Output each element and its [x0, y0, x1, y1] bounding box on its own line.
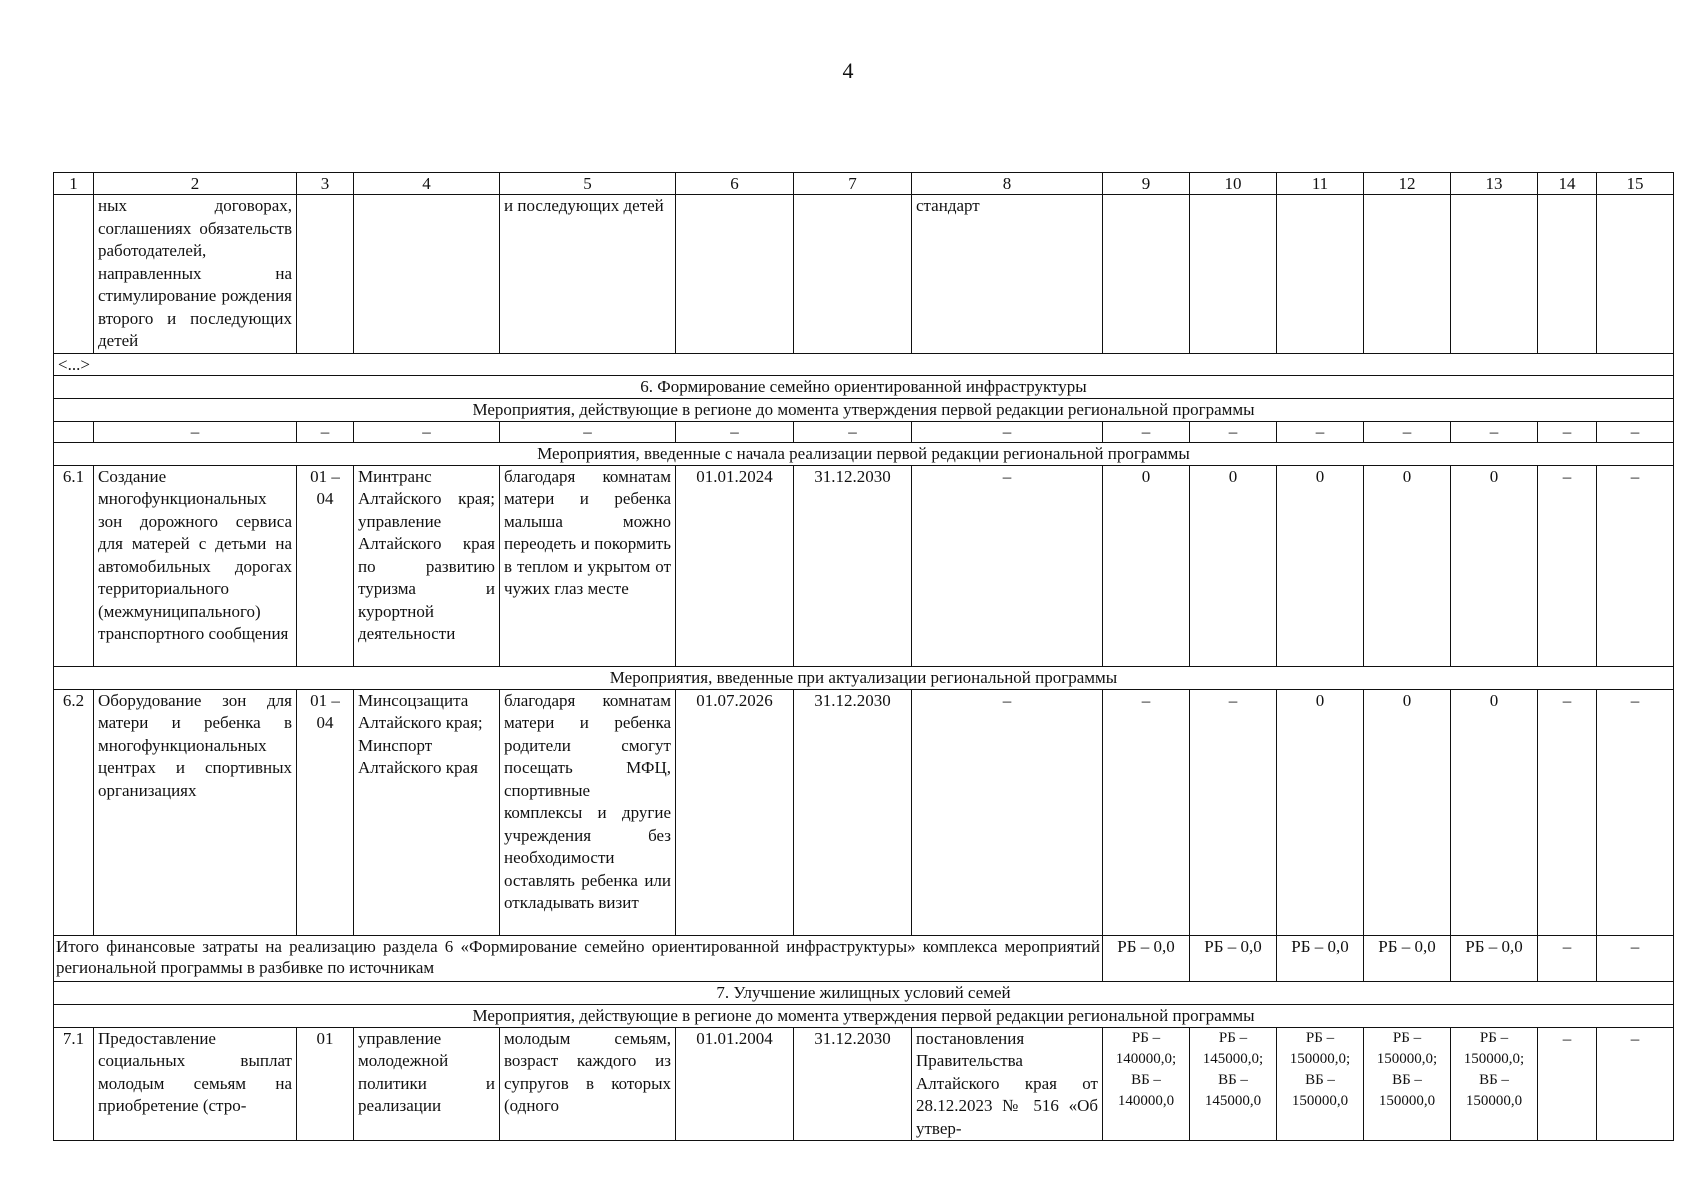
column-header: 12 — [1364, 173, 1451, 195]
cell-value: 0 — [1364, 465, 1451, 666]
cell-end: 31.12.2030 — [794, 1027, 912, 1141]
cell-start — [676, 195, 794, 354]
cell-measure-name: Создание многофункциональных зон дорожного сервиса для матерей с детьми на автомобильных дорогах территориального (межмуниципального) транспортного сообщения — [94, 465, 297, 666]
cell-start: 01.01.2004 — [676, 1027, 794, 1141]
measure-row-6-2 — [54, 689, 1674, 935]
measure-row-6-1 — [54, 465, 1674, 666]
total-row — [54, 935, 1674, 981]
cell-code: 01 — [297, 1027, 354, 1141]
section-7-title-row — [54, 981, 1674, 1004]
cell-measure-name: Оборудование зон для матери и ребенка в многофункциональных центрах и спортивных организациях — [94, 689, 297, 935]
cell-document: – — [912, 689, 1103, 935]
cell-value — [1103, 195, 1190, 354]
subsection-title: Мероприятия, действующие в регионе до момента утверждения первой редакции региональной программы — [54, 398, 1674, 421]
cell-value — [1277, 195, 1364, 354]
cell-dash: – — [794, 421, 912, 442]
cell-value: 0 — [1103, 465, 1190, 666]
cell-value: 0 — [1277, 465, 1364, 666]
cell-document: – — [912, 465, 1103, 666]
cell-value: РБ – 140000,0; ВБ – 140000,0 — [1103, 1027, 1190, 1141]
subsection-title: Мероприятия, действующие в регионе до момента утверждения первой редакции региональной программы — [54, 1004, 1674, 1027]
column-header: 11 — [1277, 173, 1364, 195]
cell-code — [297, 195, 354, 354]
cell-value: РБ – 0,0 — [1277, 935, 1364, 981]
cell-value: РБ – 0,0 — [1190, 935, 1277, 981]
cell-document: постановления Правительства Алтайского края от 28.12.2023 № 516 «Об утвер- — [912, 1027, 1103, 1141]
column-number-row — [54, 173, 1674, 195]
cell-dash: – — [354, 421, 500, 442]
cell-value: – — [1597, 465, 1674, 666]
cell-dash: – — [912, 421, 1103, 442]
cell-start: 01.01.2024 — [676, 465, 794, 666]
cell-executor: управление молодежной политики и реализации — [354, 1027, 500, 1141]
column-header: 9 — [1103, 173, 1190, 195]
cell-dash: – — [1451, 421, 1538, 442]
cell-value: – — [1538, 689, 1597, 935]
column-header: 10 — [1190, 173, 1277, 195]
subsection-title: Мероприятия, введенные с начала реализации первой редакции региональной программы — [54, 442, 1674, 465]
cell-value: 0 — [1364, 689, 1451, 935]
cell-dash: – — [1103, 421, 1190, 442]
section-6-update-row — [54, 666, 1674, 689]
cell-value: – — [1597, 935, 1674, 981]
cell-value: РБ – 150000,0; ВБ – 150000,0 — [1451, 1027, 1538, 1141]
section-title: 6. Формирование семейно ориентированной инфраструктуры — [54, 375, 1674, 398]
cell-dash: – — [1277, 421, 1364, 442]
cell-value: – — [1538, 465, 1597, 666]
cell-empty — [54, 421, 94, 442]
column-header: 4 — [354, 173, 500, 195]
column-header: 1 — [54, 173, 94, 195]
cell-value: – — [1538, 935, 1597, 981]
measure-row-7-1 — [54, 1027, 1674, 1141]
cell-document: стандарт — [912, 195, 1103, 354]
cell-dash: – — [1190, 421, 1277, 442]
cell-dash: – — [1364, 421, 1451, 442]
column-header: 3 — [297, 173, 354, 195]
subsection-title: Мероприятия, введенные при актуализации региональной программы — [54, 666, 1674, 689]
cell-number: 6.1 — [54, 465, 94, 666]
cell-value — [1451, 195, 1538, 354]
program-table — [53, 172, 1674, 1141]
cell-dash: – — [676, 421, 794, 442]
cell-value: – — [1190, 689, 1277, 935]
section-6-existing-row — [54, 398, 1674, 421]
cell-end: 31.12.2030 — [794, 689, 912, 935]
cell-measure-name: Предоставление социальных выплат молодым семьям на приобретение (стро- — [94, 1027, 297, 1141]
cell-value: РБ – 0,0 — [1103, 935, 1190, 981]
cell-executor — [354, 195, 500, 354]
cell-dash: – — [297, 421, 354, 442]
cell-value: – — [1597, 1027, 1674, 1141]
cell-dash: – — [500, 421, 676, 442]
cell-dash: – — [94, 421, 297, 442]
column-header: 15 — [1597, 173, 1674, 195]
cell-value — [1538, 195, 1597, 354]
column-header: 14 — [1538, 173, 1597, 195]
cell-dash: – — [1597, 421, 1674, 442]
continuation-row — [54, 195, 1674, 354]
cell-result: молодым семьям, возраст каждого из супругов в которых (одного — [500, 1027, 676, 1141]
cell-value: 0 — [1190, 465, 1277, 666]
cell-value: 0 — [1451, 689, 1538, 935]
cell-value: – — [1597, 689, 1674, 935]
cell-value — [1190, 195, 1277, 354]
cell-result: и последующих детей — [500, 195, 676, 354]
cell-end — [794, 195, 912, 354]
column-header: 5 — [500, 173, 676, 195]
cell-number — [54, 195, 94, 354]
cell-value — [1364, 195, 1451, 354]
cell-start: 01.07.2026 — [676, 689, 794, 935]
cell-number: 6.2 — [54, 689, 94, 935]
total-label: Итого финансовые затраты на реализацию раздела 6 «Формирование семейно ориентированной инфраструктуры» комплекса мероприятий региональной программы в разбивке по источникам — [54, 935, 1103, 981]
ellipsis-cell: <...> — [54, 353, 1674, 375]
column-header: 8 — [912, 173, 1103, 195]
section-6-first-row — [54, 442, 1674, 465]
cell-value: РБ – 150000,0; ВБ – 150000,0 — [1364, 1027, 1451, 1141]
cell-executor: Минсоцзащита Алтайского края; Минспорт Алтайского края — [354, 689, 500, 935]
column-header: 2 — [94, 173, 297, 195]
section-title: 7. Улучшение жилищных условий семей — [54, 981, 1674, 1004]
cell-value: РБ – 150000,0; ВБ – 150000,0 — [1277, 1027, 1364, 1141]
cell-number: 7.1 — [54, 1027, 94, 1141]
section-7-existing-row — [54, 1004, 1674, 1027]
cell-value: 0 — [1277, 689, 1364, 935]
column-header: 7 — [794, 173, 912, 195]
cell-value: – — [1103, 689, 1190, 935]
cell-value: 0 — [1451, 465, 1538, 666]
cell-value: РБ – 0,0 — [1364, 935, 1451, 981]
column-header: 13 — [1451, 173, 1538, 195]
cell-result: благодаря комнатам матери и ребенка малыша можно переодеть и покормить в теплом и укрытом от чужих глаз месте — [500, 465, 676, 666]
cell-value — [1597, 195, 1674, 354]
cell-value: – — [1538, 1027, 1597, 1141]
page-number: 4 — [842, 58, 854, 83]
cell-measure-name: ных договорах, соглашениях обязательств работодателей, направленных на стимулирование рождения второго и последующих детей — [94, 195, 297, 354]
cell-result: благодаря комнатам матери и ребенка родители смогут посещать МФЦ, спортивные комплексы и другие учреждения без необходимости оставлять ребенка или откладывать визит — [500, 689, 676, 935]
column-header: 6 — [676, 173, 794, 195]
cell-value: РБ – 0,0 — [1451, 935, 1538, 981]
cell-code: 01 – 04 — [297, 689, 354, 935]
dash-row — [54, 421, 1674, 442]
cell-end: 31.12.2030 — [794, 465, 912, 666]
cell-code: 01 – 04 — [297, 465, 354, 666]
section-6-title-row — [54, 375, 1674, 398]
ellipsis-row — [54, 353, 1674, 375]
cell-dash: – — [1538, 421, 1597, 442]
cell-value: РБ – 145000,0; ВБ – 145000,0 — [1190, 1027, 1277, 1141]
cell-executor: Минтранс Алтайского края; управление Алтайского края по развитию туризма и курортной деятельности — [354, 465, 500, 666]
